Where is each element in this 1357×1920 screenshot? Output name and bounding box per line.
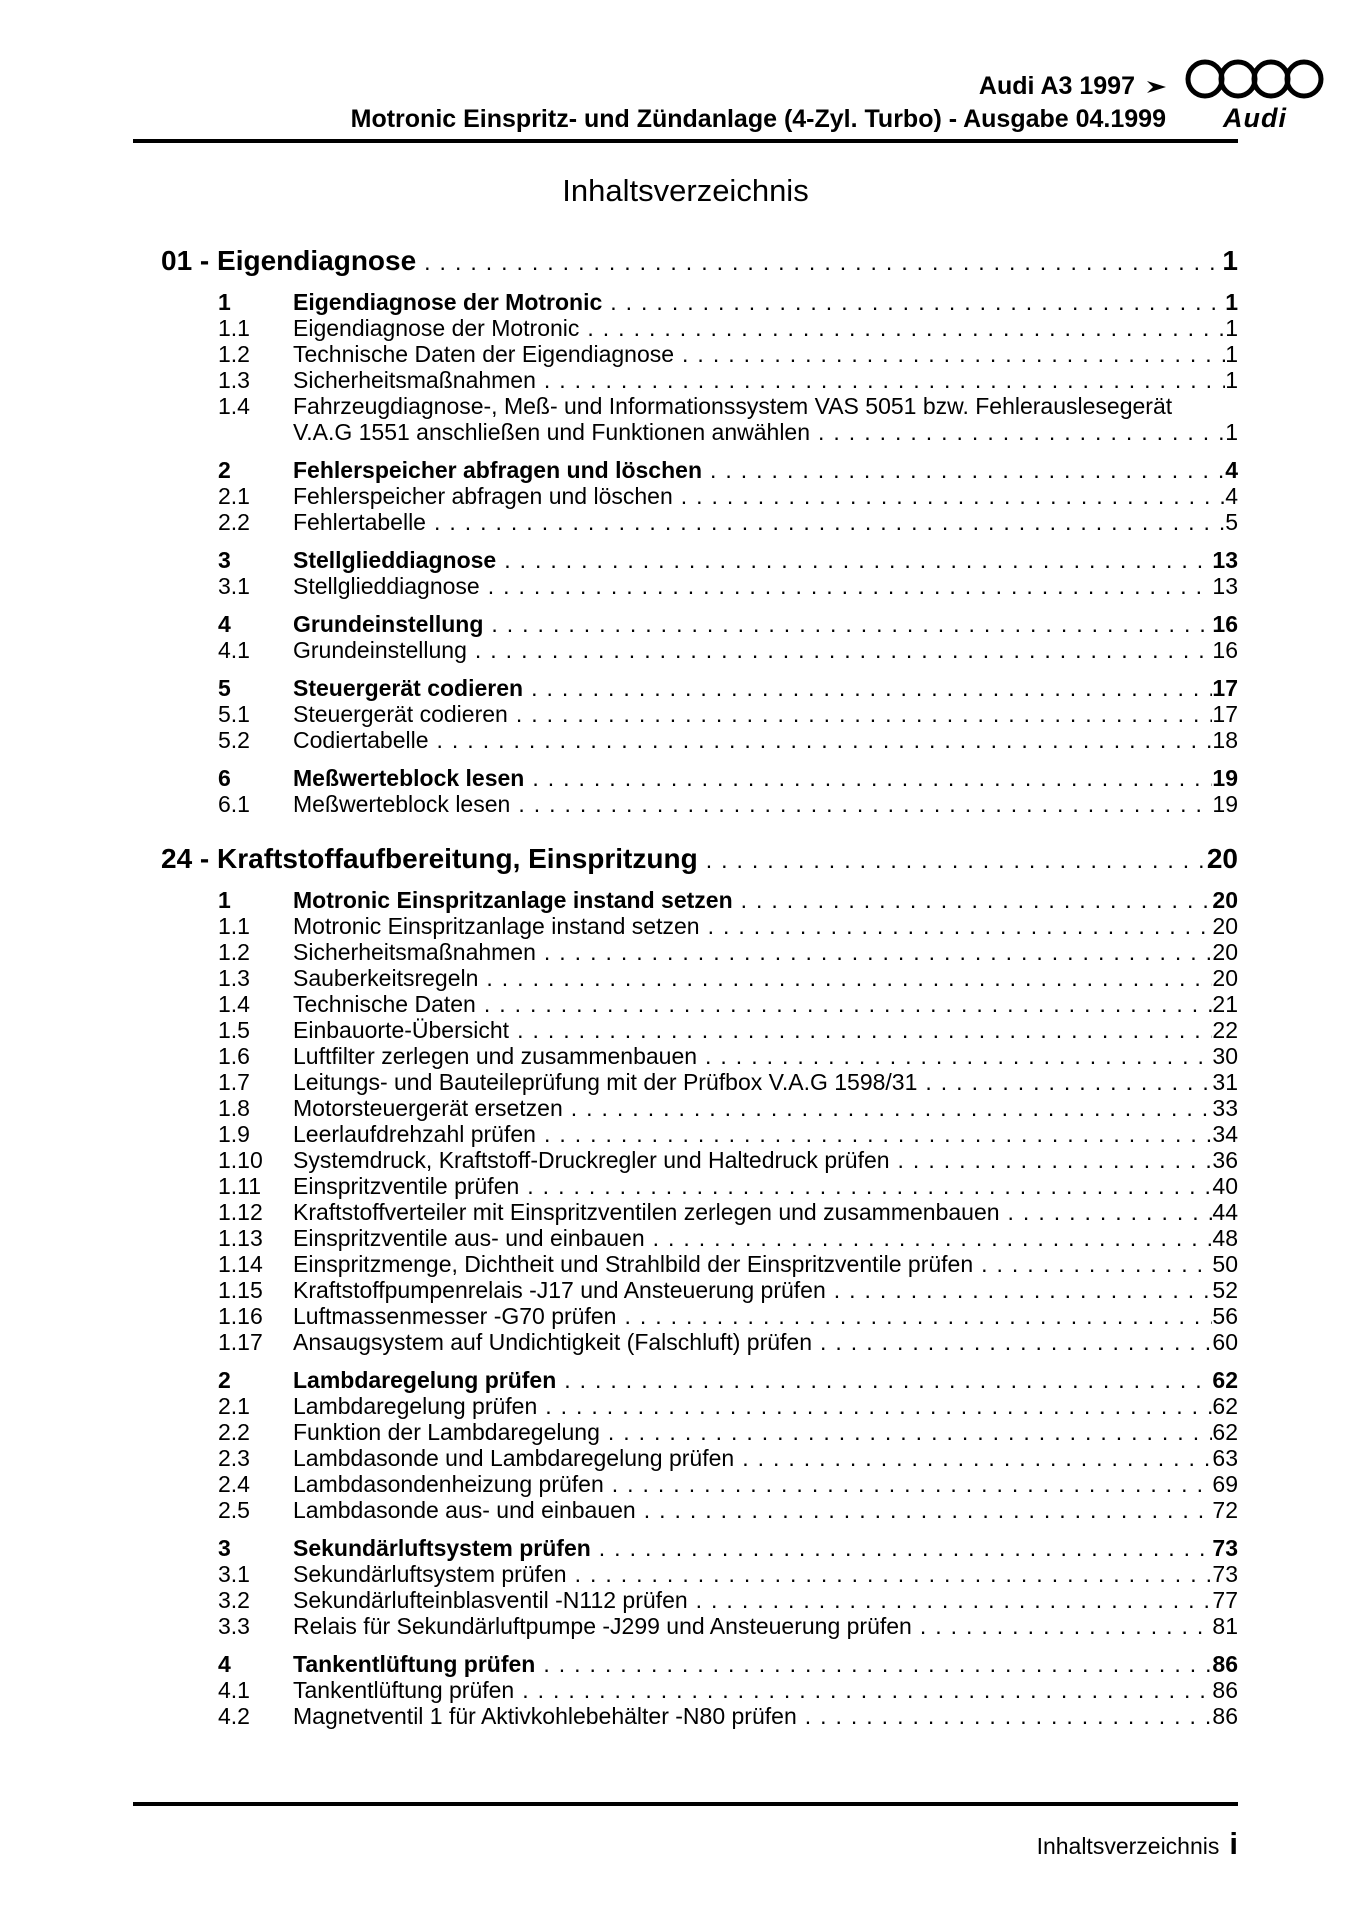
dot-leader	[702, 457, 1225, 483]
entry-number: 1.6	[218, 1043, 250, 1069]
dot-leader	[579, 315, 1225, 341]
page-content	[133, 0, 1287, 1729]
dot-leader	[416, 245, 1222, 277]
dot-leader	[510, 791, 1212, 817]
toc-entry	[133, 1251, 1238, 1277]
dot-leader	[797, 1703, 1213, 1729]
dot-leader	[514, 1677, 1212, 1703]
footer-page-number: i	[1229, 1826, 1238, 1861]
page-number: 13	[1212, 573, 1238, 599]
page-number: 73	[1212, 1561, 1238, 1587]
page-number: 20	[1212, 965, 1238, 991]
toc-entry	[133, 1651, 1238, 1677]
toc-entry	[133, 1199, 1238, 1225]
toc-entry	[133, 509, 1238, 535]
entry-number: 3.1	[218, 1561, 250, 1587]
page-number: 33	[1212, 1095, 1238, 1121]
dot-leader	[537, 1393, 1212, 1419]
entry-number: 4	[218, 1651, 231, 1677]
page-number: 31	[1212, 1069, 1238, 1095]
entry-title: Luftmassenmesser -G70 prüfen	[293, 1303, 617, 1329]
toc-entry	[133, 765, 1238, 791]
dot-leader	[734, 1445, 1212, 1471]
entry-title: Einbauorte-Übersicht	[293, 1017, 510, 1043]
toc-section-heading	[133, 843, 1238, 875]
entry-number: 1	[218, 289, 231, 315]
entry-title: Meßwerteblock lesen	[293, 791, 511, 817]
page-number: 1	[1225, 341, 1238, 367]
toc-entry	[133, 1587, 1238, 1613]
entry-number: 1.3	[218, 367, 250, 393]
dot-leader	[812, 1329, 1212, 1355]
entry-number: 1.13	[218, 1225, 263, 1251]
toc-entry	[133, 1419, 1238, 1445]
page-number: 1	[1225, 289, 1238, 315]
page-number: 19	[1212, 791, 1238, 817]
page-number: 63	[1212, 1445, 1238, 1471]
dot-leader	[480, 573, 1213, 599]
page-number: 20	[1212, 939, 1238, 965]
entry-title: Magnetventil 1 für Aktivkohlebehälter -N80 prüfen	[293, 1703, 797, 1729]
dot-leader	[826, 1277, 1213, 1303]
dot-leader	[535, 1651, 1212, 1677]
dot-leader	[733, 887, 1213, 913]
dot-leader	[810, 419, 1225, 445]
toc-entry	[133, 1225, 1238, 1251]
dot-leader	[698, 843, 1207, 875]
entry-title: Motronic Einspritzanlage instand setzen	[293, 913, 700, 939]
toc-entry	[133, 1613, 1238, 1639]
entry-number: 1	[218, 887, 231, 913]
toc-entry	[133, 1367, 1238, 1393]
audi-rings-icon	[1185, 56, 1325, 102]
entry-number: 1.14	[218, 1251, 263, 1277]
entry-number: 6.1	[218, 791, 250, 817]
dot-leader	[476, 991, 1213, 1017]
toc-entry	[133, 1095, 1238, 1121]
entry-title: Technische Daten	[293, 991, 476, 1017]
page-number: 20	[1212, 887, 1238, 913]
page-number: 34	[1212, 1121, 1238, 1147]
entry-number: 1.1	[218, 315, 250, 341]
entry-title: Lambdasonde und Lambdaregelung prüfen	[293, 1445, 735, 1471]
entry-number: 2	[218, 457, 231, 483]
page-number: 30	[1212, 1043, 1238, 1069]
page-header	[133, 56, 1287, 134]
entry-number: 1.8	[218, 1095, 250, 1121]
page-number: 36	[1212, 1147, 1238, 1173]
entry-number: 2.1	[218, 483, 250, 509]
entry-title: Grundeinstellung	[293, 637, 467, 663]
toc-entry	[133, 991, 1238, 1017]
dot-leader	[697, 1043, 1212, 1069]
toc-entry	[133, 367, 1238, 393]
toc-entry	[133, 1561, 1238, 1587]
entry-title: Eigendiagnose der Motronic	[293, 315, 580, 341]
toc-entry	[133, 939, 1238, 965]
entry-title: Einspritzventile prüfen	[293, 1173, 520, 1199]
entry-title: Einspritzventile aus- und einbauen	[293, 1225, 645, 1251]
footer-label: Inhaltsverzeichnis	[1036, 1833, 1220, 1859]
entry-number: 5.1	[218, 701, 250, 727]
dot-leader	[600, 1419, 1213, 1445]
toc-entry-continuation	[133, 419, 1238, 445]
dot-leader	[429, 727, 1213, 753]
dot-leader	[536, 1121, 1212, 1147]
entry-title: Kraftstoffpumpenrelais -J17 und Ansteuerung prüfen	[293, 1277, 826, 1303]
entry-title: Tankentlüftung prüfen	[293, 1651, 536, 1677]
audi-wordmark: Audi	[1223, 103, 1287, 133]
toc-entry	[133, 637, 1238, 663]
toc-entry	[133, 887, 1238, 913]
dot-leader	[890, 1147, 1213, 1173]
toc-entry	[133, 547, 1238, 573]
entry-number: 1.16	[218, 1303, 263, 1329]
entry-title: Sekundärluftsystem prüfen	[293, 1561, 567, 1587]
page-number: 86	[1212, 1651, 1238, 1677]
toc-entry	[133, 1393, 1238, 1419]
entry-title: Lambdaregelung prüfen	[293, 1367, 557, 1393]
entry-number: 1.2	[218, 939, 250, 965]
page-number: 17	[1212, 701, 1238, 727]
entry-number: 5	[218, 675, 231, 701]
toc-entry	[133, 965, 1238, 991]
dot-leader	[636, 1497, 1213, 1523]
entry-number: 3.3	[218, 1613, 250, 1639]
toc-entry	[133, 791, 1238, 817]
toc-entry	[133, 1703, 1238, 1729]
toc-entry	[133, 675, 1238, 701]
page-number: 1	[1225, 367, 1238, 393]
entry-number: 4.1	[218, 1677, 250, 1703]
entry-number: 2.2	[218, 1419, 250, 1445]
page-number: 20	[1212, 913, 1238, 939]
page-number: 40	[1212, 1173, 1238, 1199]
page-number: 86	[1212, 1677, 1238, 1703]
page-number: 22	[1212, 1017, 1238, 1043]
page-number: 81	[1212, 1613, 1238, 1639]
entry-number: 2.5	[218, 1497, 250, 1523]
entry-number: 1.17	[218, 1329, 263, 1355]
dot-leader	[467, 637, 1213, 663]
entry-number: 4.1	[218, 637, 250, 663]
dot-leader	[973, 1251, 1212, 1277]
toc-entry	[133, 573, 1238, 599]
entry-title: Fehlerspeicher abfragen und löschen	[293, 483, 673, 509]
toc-entry	[133, 611, 1238, 637]
entry-number: 4.2	[218, 1703, 250, 1729]
toc-entry	[133, 1121, 1238, 1147]
entry-number: 1.10	[218, 1147, 263, 1173]
page-number: 62	[1212, 1367, 1238, 1393]
entry-title: Grundeinstellung	[293, 611, 484, 637]
dot-leader	[688, 1587, 1213, 1613]
toc-section-heading	[133, 245, 1238, 277]
entry-title: Motronic Einspritzanlage instand setzen	[293, 887, 733, 913]
toc-entry	[133, 1173, 1238, 1199]
entry-title: Ansaugsystem auf Undichtigkeit (Falschluft) prüfen	[293, 1329, 813, 1355]
audi-logo	[1180, 56, 1330, 134]
page-number: 5	[1225, 509, 1238, 535]
entry-title: Leitungs- und Bauteileprüfung mit der Prüfbox V.A.G 1598/31	[293, 1069, 918, 1095]
toc-entry	[133, 1535, 1238, 1561]
entry-number: 3	[218, 547, 231, 573]
entry-title: Meßwerteblock lesen	[293, 765, 525, 791]
page-number: 48	[1212, 1225, 1238, 1251]
page-title: Inhaltsverzeichnis	[562, 173, 809, 208]
toc-entry	[133, 1277, 1238, 1303]
right-arrowhead-icon	[1147, 79, 1166, 95]
dot-leader	[645, 1225, 1213, 1251]
dot-leader	[536, 939, 1213, 965]
toc-entry	[133, 393, 1238, 419]
entry-title: Steuergerät codieren	[293, 675, 524, 701]
entry-title: Fehlerspeicher abfragen und löschen	[293, 457, 702, 483]
entry-number: 2	[218, 1367, 231, 1393]
page-number: 77	[1212, 1587, 1238, 1613]
entry-number: 1.11	[218, 1173, 262, 1199]
entry-title: Lambdasonde aus- und einbauen	[293, 1497, 636, 1523]
dot-leader	[912, 1613, 1213, 1639]
dot-leader	[496, 547, 1212, 573]
toc-entry	[133, 1445, 1238, 1471]
toc-entry	[133, 457, 1238, 483]
toc-entry	[133, 727, 1238, 753]
dot-leader	[616, 1303, 1212, 1329]
toc-entry	[133, 1677, 1238, 1703]
header-rule	[133, 139, 1238, 143]
toc-entry	[133, 341, 1238, 367]
page-number: 1	[1225, 419, 1238, 445]
page-number: 4	[1225, 457, 1238, 483]
entry-number: 1.9	[218, 1121, 250, 1147]
entry-number: 1.1	[218, 913, 250, 939]
page-number: 17	[1212, 675, 1238, 701]
entry-number: 2.2	[218, 509, 250, 535]
dot-leader	[519, 1173, 1212, 1199]
page-number: 50	[1212, 1251, 1238, 1277]
entry-title: V.A.G 1551 anschließen und Funktionen anwählen	[293, 419, 811, 445]
dot-leader	[602, 289, 1225, 315]
page-number: 72	[1212, 1497, 1238, 1523]
page-footer	[133, 1802, 1238, 1862]
dot-leader	[483, 611, 1212, 637]
toc	[133, 245, 1238, 1729]
entry-number: 1.15	[218, 1277, 263, 1303]
dot-leader	[917, 1069, 1212, 1095]
section-title: 24 - Kraftstoffaufbereitung, Einspritzung	[161, 843, 698, 874]
footer-text	[133, 1826, 1238, 1862]
dot-leader	[426, 509, 1225, 535]
entry-number: 3.1	[218, 573, 250, 599]
dot-leader	[509, 1017, 1212, 1043]
dot-leader	[508, 701, 1213, 727]
entry-title: Lambdaregelung prüfen	[293, 1393, 538, 1419]
toc-entry	[133, 1043, 1238, 1069]
entry-number: 1.7	[218, 1069, 250, 1095]
entry-number: 2.3	[218, 1445, 250, 1471]
dot-leader	[674, 341, 1225, 367]
dot-leader	[567, 1561, 1213, 1587]
entry-number: 5.2	[218, 727, 250, 753]
entry-title: Lambdasondenheizung prüfen	[293, 1471, 604, 1497]
toc-entry	[133, 289, 1238, 315]
entry-title: Leerlaufdrehzahl prüfen	[293, 1121, 536, 1147]
entry-title: Sauberkeitsregeln	[293, 965, 479, 991]
entry-title: Sicherheitsmaßnahmen	[293, 939, 536, 965]
page-number: 20	[1206, 843, 1238, 874]
entry-number: 1.5	[218, 1017, 250, 1043]
entry-title: Codiertabelle	[293, 727, 429, 753]
dot-leader	[523, 675, 1212, 701]
entry-title: Fahrzeugdiagnose-, Meß- und Informationssystem VAS 5051 bzw. Fehlerauslesegerät	[293, 393, 1173, 419]
entry-title: Fehlertabelle	[293, 509, 426, 535]
entry-title: Einspritzmenge, Dichtheit und Strahlbild der Einspritzventile prüfen	[293, 1251, 974, 1277]
entry-title: Sicherheitsmaßnahmen	[293, 367, 536, 393]
dot-leader	[536, 367, 1225, 393]
entry-number: 2.1	[218, 1393, 250, 1419]
page-number: 16	[1212, 637, 1238, 663]
entry-number: 6	[218, 765, 231, 791]
entry-number: 4	[218, 611, 231, 637]
entry-number: 1.4	[218, 991, 250, 1017]
entry-title: Sekundärluftsystem prüfen	[293, 1535, 591, 1561]
header-model-label: Audi A3 1997	[978, 72, 1135, 100]
header-model-line	[351, 72, 1166, 101]
entry-title: Technische Daten der Eigendiagnose	[293, 341, 675, 367]
entry-title: Motorsteuergerät ersetzen	[293, 1095, 563, 1121]
page-number: 13	[1212, 547, 1238, 573]
toc-entry	[133, 483, 1238, 509]
dot-leader	[524, 765, 1212, 791]
page-number: 69	[1212, 1471, 1238, 1497]
dot-leader	[478, 965, 1212, 991]
dot-leader	[591, 1535, 1213, 1561]
entry-number: 3	[218, 1535, 231, 1561]
toc-entry	[133, 1329, 1238, 1355]
toc-entry	[133, 913, 1238, 939]
entry-title: Systemdruck, Kraftstoff-Druckregler und Haltedruck prüfen	[293, 1147, 890, 1173]
page-number: 21	[1212, 991, 1238, 1017]
toc-entry	[133, 701, 1238, 727]
entry-number: 1.2	[218, 341, 250, 367]
dot-leader	[1000, 1199, 1213, 1225]
entry-title: Stellglieddiagnose	[293, 547, 497, 573]
dot-leader	[700, 913, 1213, 939]
entry-title: Stellglieddiagnose	[293, 573, 480, 599]
entry-number: 1.3	[218, 965, 250, 991]
page-number: 18	[1212, 727, 1238, 753]
page-number: 44	[1212, 1199, 1238, 1225]
dot-leader	[604, 1471, 1213, 1497]
entry-title: Funktion der Lambdaregelung	[293, 1419, 600, 1445]
entry-number: 1.4	[218, 393, 250, 419]
page-number: 16	[1212, 611, 1238, 637]
header-subtitle: Motronic Einspritz- und Zündanlage (4-Zyl. Turbo) - Ausgabe 04.1999	[350, 105, 1166, 133]
page-number: 86	[1212, 1703, 1238, 1729]
dot-leader	[673, 483, 1225, 509]
page-number: 1	[1222, 245, 1238, 276]
page-number: 52	[1212, 1277, 1238, 1303]
header-text	[351, 72, 1166, 134]
entry-title: Kraftstoffverteiler mit Einspritzventilen zerlegen und zusammenbauen	[293, 1199, 1000, 1225]
page-number: 1	[1225, 315, 1238, 341]
toc-entry	[133, 1471, 1238, 1497]
section-title: 01 - Eigendiagnose	[161, 245, 417, 276]
entry-title: Relais für Sekundärluftpumpe -J299 und Ansteuerung prüfen	[293, 1613, 912, 1639]
page-number: 56	[1212, 1303, 1238, 1329]
page-number: 73	[1212, 1535, 1238, 1561]
entry-title: Tankentlüftung prüfen	[293, 1677, 515, 1703]
toc-entry	[133, 1069, 1238, 1095]
entry-title: Luftfilter zerlegen und zusammenbauen	[293, 1043, 698, 1069]
dot-leader	[556, 1367, 1212, 1393]
page-number: 4	[1225, 483, 1238, 509]
toc-entry	[133, 1497, 1238, 1523]
toc-entry	[133, 1017, 1238, 1043]
page-number: 60	[1212, 1329, 1238, 1355]
page-number: 62	[1212, 1419, 1238, 1445]
toc-entry	[133, 1303, 1238, 1329]
entry-title: Steuergerät codieren	[293, 701, 508, 727]
toc-entry	[133, 1147, 1238, 1173]
dot-leader	[563, 1095, 1213, 1121]
entry-title: Sekundärlufteinblasventil -N112 prüfen	[293, 1587, 688, 1613]
entry-number: 2.4	[218, 1471, 250, 1497]
entry-title: Eigendiagnose der Motronic	[293, 289, 603, 315]
page-number: 19	[1212, 765, 1238, 791]
entry-number: 1.12	[218, 1199, 263, 1225]
page-number: 62	[1212, 1393, 1238, 1419]
entry-number: 3.2	[218, 1587, 250, 1613]
toc-entry	[133, 315, 1238, 341]
